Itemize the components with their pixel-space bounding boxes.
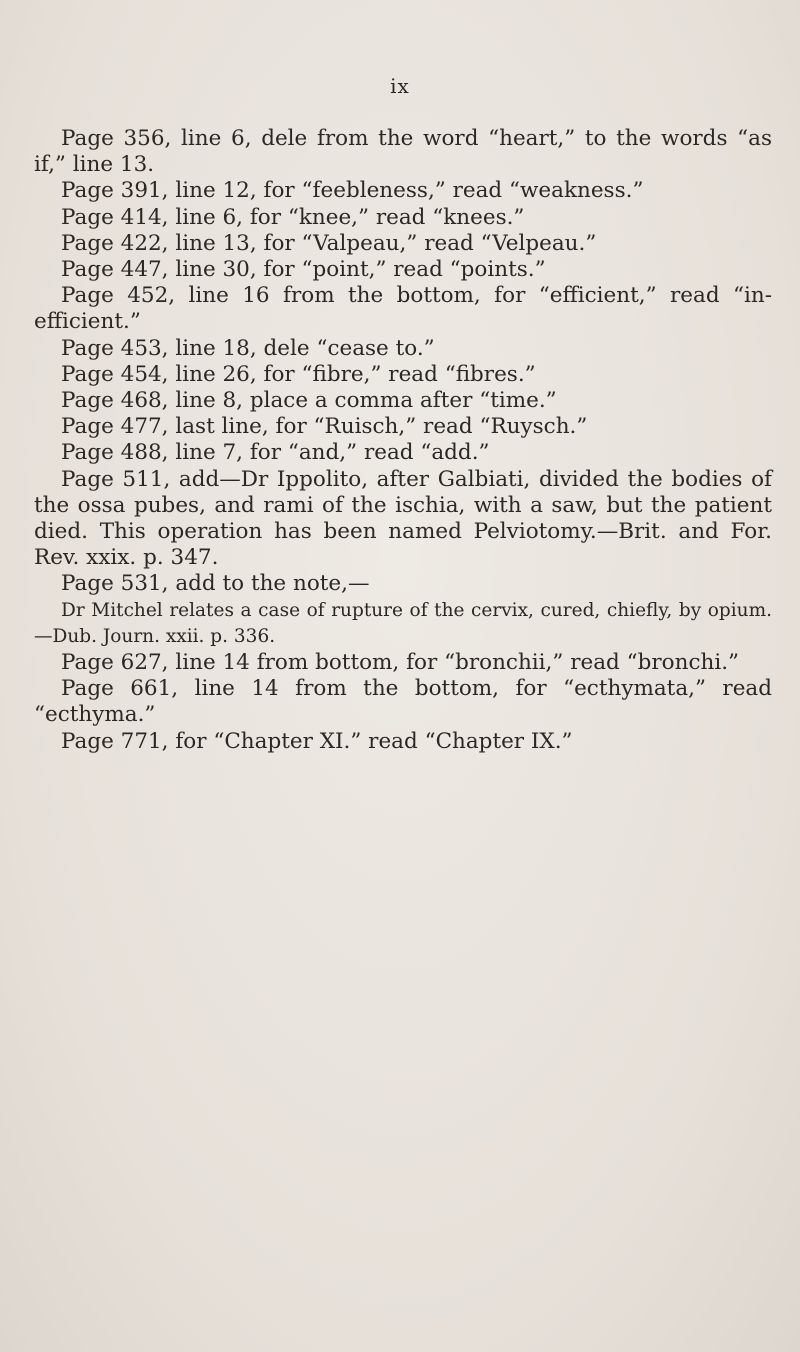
errata-entry: Page 391, line 12, for “feebleness,” read “weakness.”: [61, 178, 644, 204]
errata-entry: Page 414, line 6, for “knee,” read “knees.”: [61, 204, 525, 230]
errata-note: Dr Mitchel relates a case of rupture of the cervix, cured, chiefly, by opium.—Dub. Journ. xxii. p. 336.: [34, 599, 772, 647]
errata-entry: Page 488, line 7, for “and,” read “add.”: [61, 440, 490, 466]
errata-entry: Page 661, line 14 from the bottom, for “ecthymata,” read “ecthyma.”: [34, 676, 772, 728]
page-number: ix: [390, 74, 410, 98]
errata-entry: Page 452, line 16 from the bottom, for “efficient,” read “in-efficient.”: [34, 283, 772, 335]
errata-entry: Page 454, line 26, for “fibre,” read “fibres.”: [61, 361, 536, 387]
errata-entry: Page 422, line 13, for “Valpeau,” read “Velpeau.”: [61, 230, 597, 256]
errata-entry: Page 453, line 18, dele “cease to.”: [61, 335, 435, 361]
errata-entry: Page 771, for “Chapter XI.” read “Chapter IX.”: [61, 728, 573, 754]
errata-entry: Page 627, line 14 from bottom, for “bronchii,” read “bronchi.”: [61, 650, 740, 676]
errata-list: [34, 126, 772, 755]
errata-entry: Page 477, last line, for “Ruisch,” read “Ruysch.”: [61, 414, 588, 440]
errata-entry: Page 511, add—Dr Ippolito, after Galbiati, divided the bodies of the ossa pubes, and rami of the ischia, with a saw, but the patient died. This operation has been named Pelviotomy.—Brit. and For. Rev. xxix. p. 347.: [34, 466, 772, 571]
errata-entry: Page 356, line 6, dele from the word “heart,” to the words “as if,” line 13.: [34, 126, 772, 178]
errata-entry: Page 447, line 30, for “point,” read “points.”: [61, 257, 546, 283]
errata-entry: Page 531, add to the note,—: [61, 571, 370, 597]
errata-entry: Page 468, line 8, place a comma after “time.”: [61, 388, 557, 414]
